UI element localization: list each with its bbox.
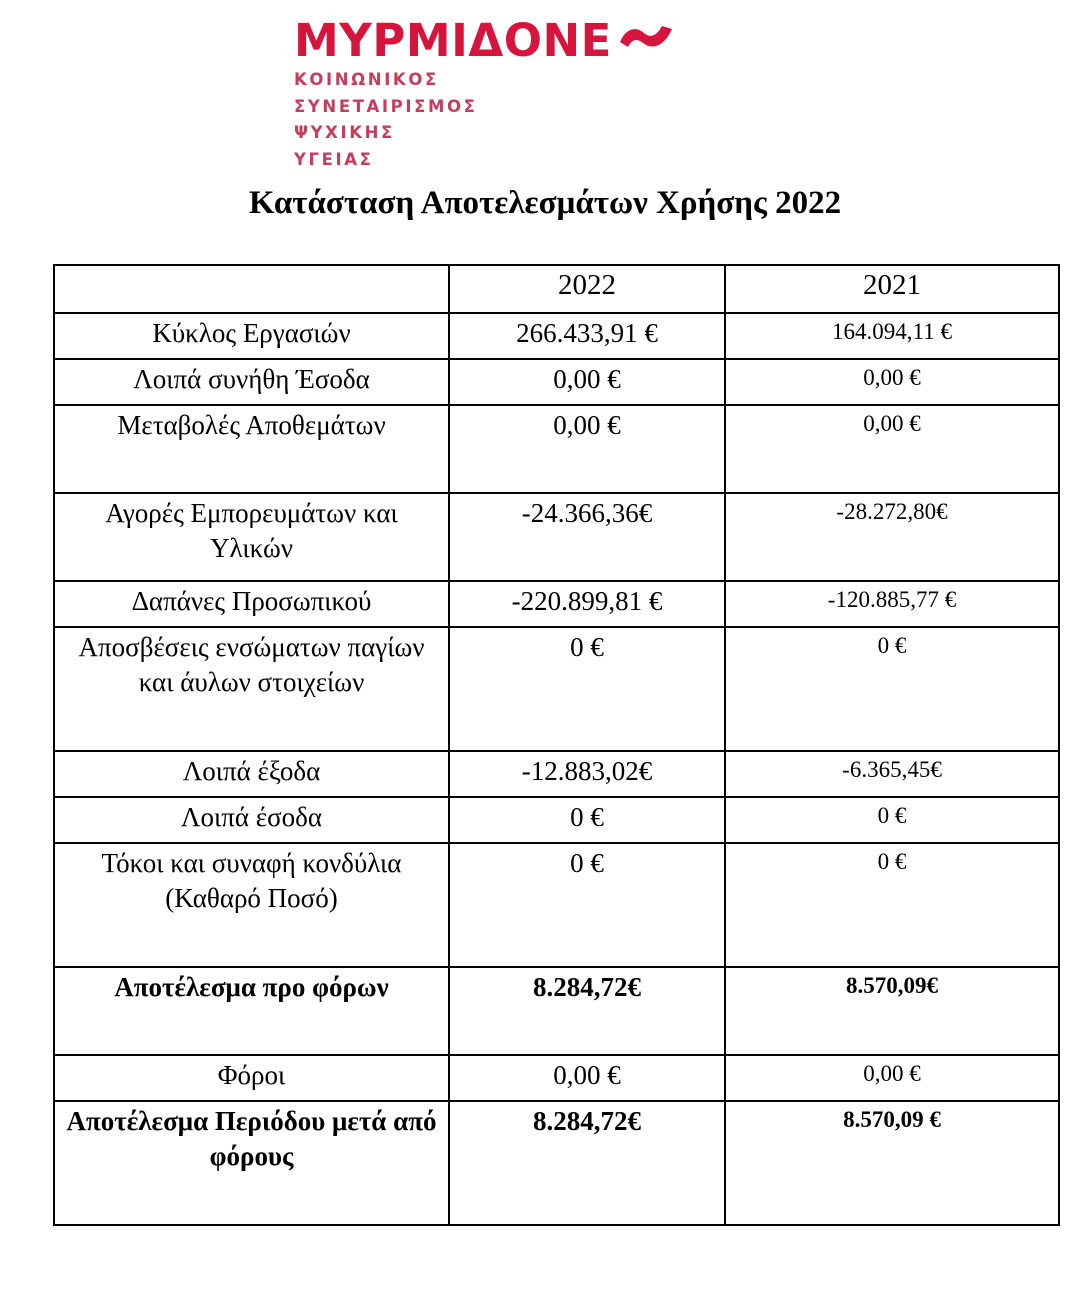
brand-subtitle-line-2: ΣΥΝΕΤΑΙΡΙΣΜΟΣ xyxy=(294,96,478,116)
logo-wordmark-row xyxy=(294,14,674,67)
row-value-2021: 0,00 € xyxy=(725,405,1059,493)
row-label: Λοιπά έξοδα xyxy=(54,751,449,797)
row-value-2022: -12.883,02€ xyxy=(449,751,725,797)
column-header-label xyxy=(54,265,449,313)
row-value-2021: -120.885,77 € xyxy=(725,581,1059,627)
row-value-2022: 8.284,72€ xyxy=(449,967,725,1055)
income-statement-table-wrapper xyxy=(53,264,1058,1226)
row-value-2021: 0,00 € xyxy=(725,359,1059,405)
table-header-row xyxy=(54,265,1059,313)
table-row xyxy=(54,967,1059,1055)
income-statement-table xyxy=(53,264,1060,1226)
swoosh-icon xyxy=(618,16,674,56)
page-title: Κατάσταση Αποτελεσμάτων Χρήσης 2022 xyxy=(248,185,842,221)
brand-subtitle-line-4: ΥΓΕΙΑΣ xyxy=(294,149,374,169)
row-value-2021: -28.272,80€ xyxy=(725,493,1059,581)
row-value-2022: 0 € xyxy=(449,797,725,843)
row-label: Αγορές Εμπορευμάτων και Υλικών xyxy=(54,493,449,581)
row-value-2021: 0 € xyxy=(725,627,1059,751)
table-row xyxy=(54,797,1059,843)
brand-wordmark: ΜΥΡΜΙΔΟΝΕ xyxy=(294,14,612,67)
row-label: Φόροι xyxy=(54,1055,449,1101)
row-value-2022: 8.284,72€ xyxy=(449,1101,725,1225)
row-label: Δαπάνες Προσωπικού xyxy=(54,581,449,627)
document-header xyxy=(0,0,1090,170)
row-label: Αποτέλεσμα προ φόρων xyxy=(54,967,449,1055)
row-value-2021: -6.365,45€ xyxy=(725,751,1059,797)
row-value-2022: 0,00 € xyxy=(449,405,725,493)
row-value-2021: 8.570,09€ xyxy=(725,967,1059,1055)
table-body xyxy=(54,313,1059,1225)
row-value-2022: 0,00 € xyxy=(449,359,725,405)
table-row xyxy=(54,751,1059,797)
row-label: Αποτέλεσμα Περιόδου μετά από φόρους xyxy=(54,1101,449,1225)
row-value-2022: 0,00 € xyxy=(449,1055,725,1101)
row-value-2022: 0 € xyxy=(449,627,725,751)
brand-subtitle-line-3: ΨΥΧΙΚΗΣ xyxy=(294,123,395,142)
row-value-2021: 164.094,11 € xyxy=(725,313,1059,359)
row-label: Λοιπά έσοδα xyxy=(54,797,449,843)
table-row xyxy=(54,405,1059,493)
row-value-2021: 0 € xyxy=(725,797,1059,843)
table-row xyxy=(54,581,1059,627)
table-row xyxy=(54,493,1059,581)
table-row xyxy=(54,843,1059,967)
brand-logo xyxy=(294,14,814,170)
row-label: Μεταβολές Αποθεμάτων xyxy=(54,405,449,493)
column-header-2021: 2021 xyxy=(725,265,1059,313)
row-value-2022: -220.899,81 € xyxy=(449,581,725,627)
table-row xyxy=(54,313,1059,359)
table-row xyxy=(54,1055,1059,1101)
table-header xyxy=(54,265,1059,313)
row-value-2022: -24.366,36€ xyxy=(449,493,725,581)
row-value-2022: 0 € xyxy=(449,843,725,967)
table-row xyxy=(54,1101,1059,1225)
brand-subtitle-line-1: ΚΟΙΝΩΝΙΚΟΣ xyxy=(294,70,439,89)
row-value-2021: 8.570,09 € xyxy=(725,1101,1059,1225)
row-value-2021: 0,00 € xyxy=(725,1055,1059,1101)
row-label: Κύκλος Εργασιών xyxy=(54,313,449,359)
row-value-2022: 266.433,91 € xyxy=(449,313,725,359)
row-label: Τόκοι και συναφή κονδύλια (Καθαρό Ποσό) xyxy=(54,843,449,967)
row-label: Αποσβέσεις ενσώματων παγίων και άυλων στοιχείων xyxy=(54,627,449,751)
table-row xyxy=(54,359,1059,405)
table-row xyxy=(54,627,1059,751)
column-header-2022: 2022 xyxy=(449,265,725,313)
row-label: Λοιπά συνήθη Έσοδα xyxy=(54,359,449,405)
row-value-2021: 0 € xyxy=(725,843,1059,967)
